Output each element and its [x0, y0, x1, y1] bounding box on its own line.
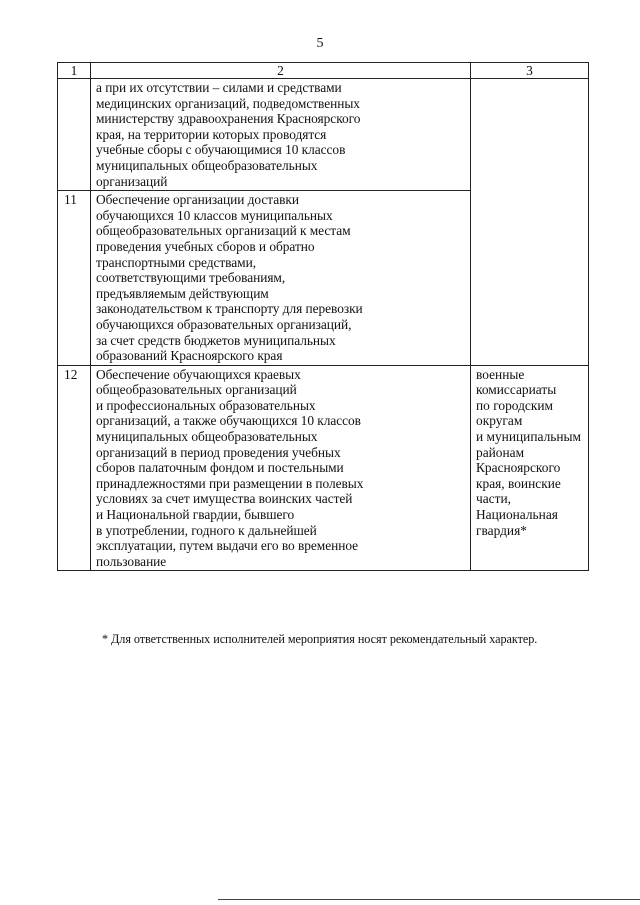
header-cell-1: 1 — [58, 63, 91, 79]
text-line: предъявляемым действующим — [96, 285, 269, 301]
text-line: а при их отсутствии – силами и средствами — [96, 80, 342, 95]
table-header-row — [58, 63, 589, 79]
text-line: сборов палаточным фондом и постельными — [96, 460, 344, 476]
text-line: края, на территории которых проводятся — [96, 126, 327, 142]
text-line: и муниципальным — [476, 429, 582, 445]
text-line: муниципальных общеобразовательных — [96, 429, 318, 445]
responsible-cell-empty — [471, 79, 589, 366]
row-number — [58, 79, 91, 191]
table-row-continuation — [58, 79, 589, 191]
text-line: организаций — [96, 173, 168, 189]
text-line: Обеспечение организации доставки — [96, 192, 299, 208]
text-line: районам Красноярского — [476, 444, 561, 476]
text-line: по городским округам — [476, 397, 553, 429]
text-line: общеобразовательных организаций — [96, 382, 297, 398]
text-line: и профессиональных образовательных — [96, 397, 316, 413]
text-line: условиях за счет имущества воинских частей — [96, 491, 353, 507]
text-line: организаций, а также обучающихся 10 классов — [96, 413, 361, 429]
measure-description — [91, 79, 471, 191]
text-line: организаций в период проведения учебных — [96, 444, 341, 460]
text-line: и Национальной гвардии, бывшего — [96, 507, 295, 523]
text-line: проведения учебных сборов и обратно — [96, 238, 315, 254]
header-cell-3: 3 — [471, 63, 589, 79]
text-line: соответствующими требованиям, — [96, 270, 286, 286]
text-line: эксплуатации, путем выдачи его во временное — [96, 538, 359, 554]
text-line: за счет средств бюджетов муниципальных — [96, 332, 336, 348]
text-line: принадлежностями при размещении в полевых — [96, 475, 364, 491]
footnote: * Для ответственных исполнителей мероприятия носят рекомендательный характер. — [102, 632, 538, 646]
text-line: общеобразовательных организаций к местам — [96, 223, 351, 239]
text-line: министерству здравоохранения Красноярского — [96, 111, 361, 127]
text-line: муниципальных общеобразовательных — [96, 157, 318, 173]
text-line: медицинских организаций, подведомственных — [96, 95, 360, 111]
page-number: 5 — [316, 36, 324, 51]
text-line: образований Красноярского края — [96, 348, 283, 364]
text-line: пользование — [96, 553, 167, 569]
text-line: в употреблении, годного к дальнейшей — [96, 522, 317, 538]
measure-description — [91, 191, 471, 366]
measures-table — [57, 62, 589, 571]
text-line: обучающихся 10 классов муниципальных — [96, 207, 333, 223]
text-line: законодательством к транспорту для перевозки — [96, 301, 363, 317]
text-line: Национальная гвардия* — [476, 507, 558, 538]
text-line: транспортными средствами, — [96, 254, 256, 270]
text-line: учебные сборы с обучающимися 10 классов — [96, 142, 346, 158]
row-number: 12 — [58, 365, 91, 571]
row-number: 11 — [58, 191, 91, 366]
bottom-rule — [218, 899, 640, 900]
table-row-12 — [58, 365, 589, 571]
text-line: края, воинские части, — [476, 475, 561, 507]
text-line: военные комиссариаты — [476, 366, 557, 398]
header-cell-2: 2 — [91, 63, 471, 79]
measure-description — [91, 365, 471, 571]
responsible-executors — [471, 365, 589, 571]
text-line: Обеспечение обучающихся краевых — [96, 366, 301, 382]
text-line: обучающихся образовательных организаций, — [96, 316, 352, 332]
